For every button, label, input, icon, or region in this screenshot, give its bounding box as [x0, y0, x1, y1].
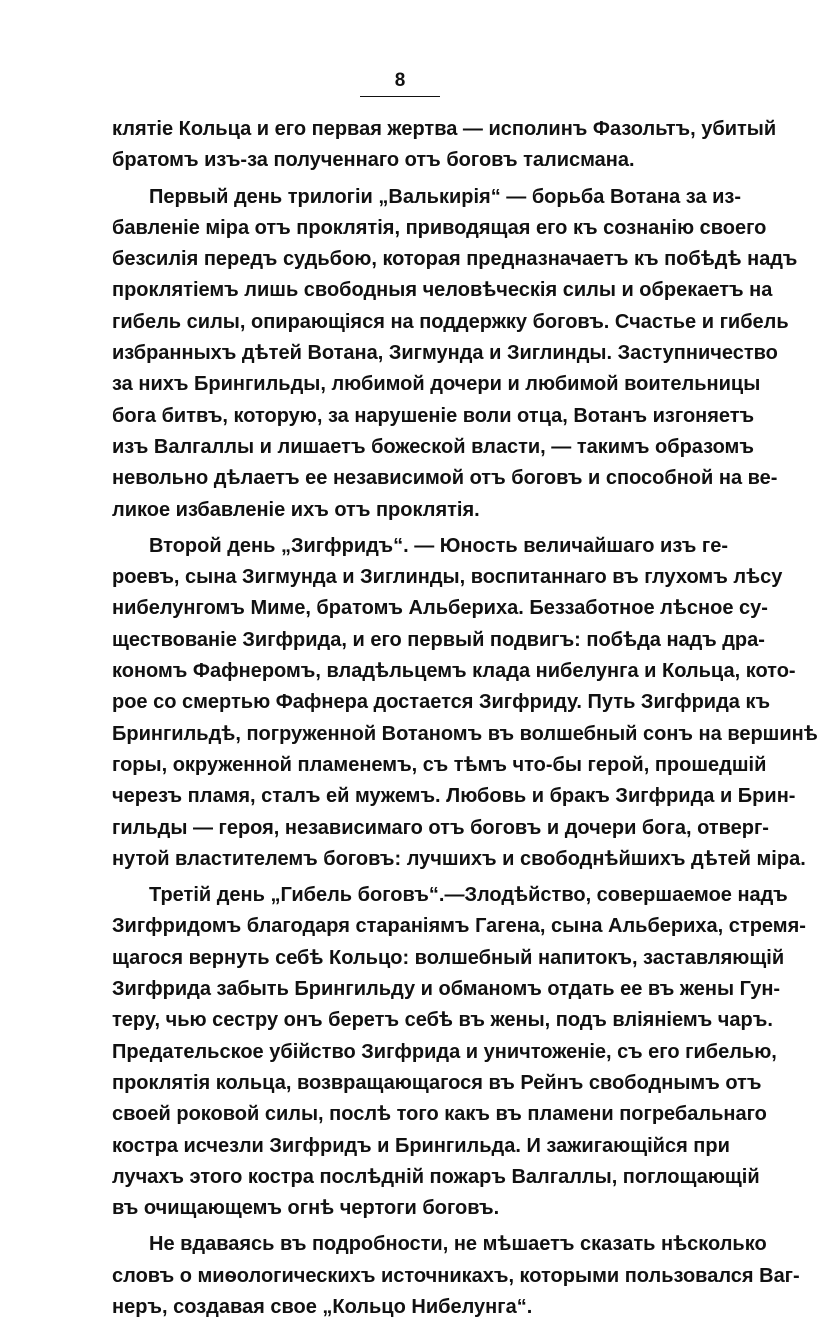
- text-line: проклятіемъ лишь свободныя человѣческія силы и обрекаетъ на: [112, 279, 773, 302]
- paragraph: [112, 114, 777, 177]
- text-line: горы, окруженной пламенемъ, съ тѣмъ что-бы герой, прошедшій: [112, 753, 767, 776]
- text-line: бога битвъ, которую, за нарушеніе воли отца, Вотанъ изгоняетъ: [112, 404, 755, 427]
- paragraph: [112, 182, 798, 526]
- text-line: своей роковой силы, послѣ того какъ въ пламени погребальнаго: [112, 1103, 767, 1126]
- text-line: Третій день „Гибель боговъ“.—Злодѣйство, совершаемое надъ: [149, 884, 788, 907]
- text-line: Брингильдѣ, погруженной Вотаномъ въ волшебный сонъ на вершинѣ: [112, 722, 818, 745]
- text-line: неръ, создавая свое „Кольцо Нибелунга“.: [112, 1295, 533, 1318]
- text-line: братомъ изъ-за полученнаго отъ боговъ талисмана.: [112, 149, 635, 172]
- text-line: щагося вернуть себѣ Кольцо: волшебный напитокъ, заставляющій: [112, 946, 785, 969]
- text-line: роевъ, сына Зигмунда и Зиглинды, воспитаннаго въ глухомъ лѣсу: [112, 566, 783, 589]
- text-line: проклятія кольца, возвращающагося въ Рейнъ свободнымъ отъ: [112, 1071, 762, 1094]
- body-text: [112, 114, 818, 1323]
- text-line: нутой властителемъ боговъ: лучшихъ и свободнѣйшихъ дѣтей міра.: [112, 847, 806, 870]
- text-line: кономъ Фафнеромъ, владѣльцемъ клада нибелунга и Кольца, кото-: [112, 660, 796, 683]
- text-line: Не вдаваясь въ подробности, не мѣшаетъ сказать нѣсколько: [149, 1233, 767, 1256]
- text-line: нибелунгомъ Миме, братомъ Альбериха. Беззаботное лѣсное су-: [112, 597, 768, 620]
- page-number-rule: [360, 96, 440, 97]
- text-line: изъ Валгаллы и лишаетъ божеской власти, — такимъ образомъ: [112, 435, 754, 458]
- text-line: ликое избавленіе ихъ отъ проклятія.: [112, 498, 480, 521]
- text-line: гильды — героя, независимаго отъ боговъ и дочери бога, отверг-: [112, 816, 769, 839]
- text-line: костра исчезли Зигфридъ и Брингильда. И зажигающійся при: [112, 1134, 730, 1157]
- paragraph: [112, 880, 806, 1224]
- text-line: Зигфридомъ благодаря стараніямъ Гагена, сына Альбериха, стремя-: [112, 915, 806, 938]
- paragraph: [112, 1229, 800, 1323]
- text-line: за нихъ Брингильды, любимой дочери и любимой воительницы: [112, 373, 761, 396]
- text-line: клятіе Кольца и его первая жертва — исполинъ Фазольтъ, убитый: [112, 118, 777, 140]
- text-line: Второй день „Зигфридъ“. — Юность величайшаго изъ ге-: [149, 534, 729, 557]
- text-line: безсилія передъ судьбою, которая предназначаетъ къ побѣдѣ надъ: [112, 248, 798, 271]
- text-line: словъ о миѳологическихъ источникахъ, которыми пользовался Ваг-: [112, 1264, 800, 1287]
- text-line: Предательское убійство Зигфрида и уничтоженіе, съ его гибелью,: [112, 1040, 777, 1063]
- text-line: Первый день трилогіи „Валькирія“ — борьба Вотана за из-: [149, 185, 742, 208]
- text-line: въ очищающемъ огнѣ чертоги боговъ.: [112, 1197, 500, 1220]
- paragraph: [112, 531, 818, 875]
- text-line: бавленіе міра отъ проклятія, приводящая его къ сознанію своего: [112, 216, 767, 239]
- text-line: ществованіе Зигфрида, и его первый подвигъ: побѣда надъ дра-: [112, 628, 765, 651]
- text-line: теру, чью сестру онъ беретъ себѣ въ жены, подъ вліяніемъ чаръ.: [112, 1009, 773, 1032]
- text-line: черезъ пламя, сталъ ей мужемъ. Любовь и бракъ Зигфрида и Брин-: [112, 785, 796, 808]
- text-line: рое со смертью Фафнера достается Зигфриду. Путь Зигфрида къ: [112, 691, 771, 714]
- text-line: лучахъ этого костра послѣдній пожаръ Валгаллы, поглощающій: [112, 1165, 760, 1188]
- text-line: невольно дѣлаетъ ее независимой отъ боговъ и способной на ве-: [112, 467, 778, 490]
- text-line: избранныхъ дѣтей Вотана, Зигмунда и Зиглинды. Заступничество: [112, 342, 778, 365]
- text-line: гибель силы, опирающіяся на поддержку боговъ. Счастье и гибель: [112, 310, 789, 333]
- page-number: 8: [394, 70, 406, 91]
- text-line: Зигфрида забыть Брингильду и обманомъ отдать ее въ жены Гун-: [112, 978, 781, 1001]
